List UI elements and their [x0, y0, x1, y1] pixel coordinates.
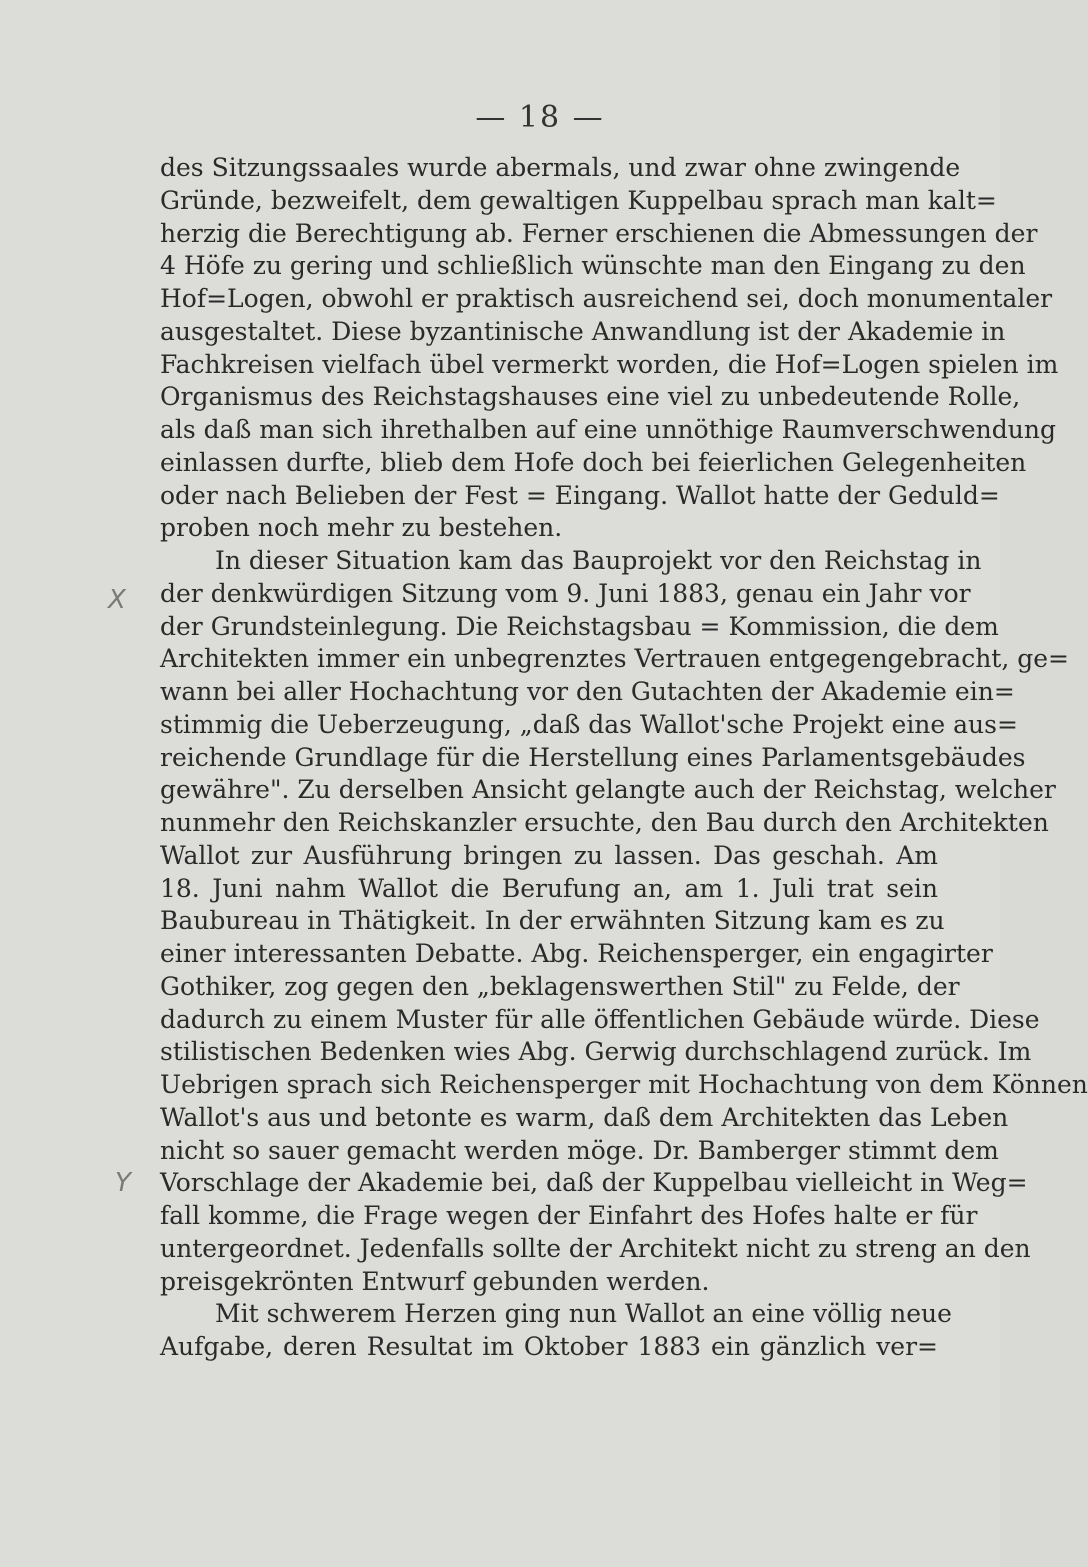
pencil-margin-mark: Y	[115, 1168, 131, 1198]
text-line: In dieser Situation kam das Bauprojekt vor den Reichstag in	[215, 546, 982, 575]
text-line: Baubureau in Thätigkeit. In der erwähnten Sitzung kam es zu	[160, 906, 945, 936]
text-line: dadurch zu einem Muster für alle öffentlichen Gebäude würde. Diese	[160, 1004, 1040, 1034]
text-line: herzig die Berechtigung ab. Ferner erschienen die Abmessungen der	[160, 218, 1038, 248]
text-line: wann bei aller Hochachtung vor den Gutachten der Akademie ein=	[160, 677, 1015, 706]
text-line: proben noch mehr zu bestehen.	[160, 513, 563, 543]
text-line: preisgekrönten Entwurf gebunden werden.	[160, 1266, 710, 1296]
text-line: Hof=Logen, obwohl er praktisch ausreichend sei, doch monumentaler	[160, 284, 1053, 313]
text-line: 18. Juni nahm Wallot die Berufung an, am 1. Juli trat sein	[160, 873, 938, 903]
text-line: des Sitzungssaales wurde abermals, und zwar ohne zwingende	[160, 153, 961, 182]
text-line: stimmig die Ueberzeugung, „daß das Wallot'sche Projekt eine aus=	[160, 709, 1018, 739]
text-line: einer interessanten Debatte. Abg. Reichensperger, ein engagirter	[160, 939, 993, 968]
body-text	[160, 152, 1088, 1364]
text-line: Gothiker, zog gegen den „beklagenswerthen Stil" zu Felde, der	[160, 971, 960, 1001]
text-line: untergeordnet. Jedenfalls sollte der Architekt nicht zu streng an den	[160, 1233, 1031, 1263]
text-line: nunmehr den Reichskanzler ersuchte, den Bau durch den Architekten	[160, 808, 1049, 837]
text-line: stilistischen Bedenken wies Abg. Gerwig durchschlagend zurück. Im	[160, 1037, 1032, 1067]
text-line: Organismus des Reichstagshauses eine viel zu unbedeutende Rolle,	[160, 382, 1021, 412]
text-line: Mit schwerem Herzen ging nun Wallot an eine völlig neue	[215, 1299, 952, 1329]
text-line: Wallot's aus und betonte es warm, daß dem Architekten das Leben	[160, 1102, 1009, 1132]
text-line: 4 Höfe zu gering und schließlich wünschte man den Eingang zu den	[160, 251, 1026, 281]
text-line: Architekten immer ein unbegrenztes Vertrauen entgegengebracht, ge=	[160, 644, 1069, 674]
text-line: Wallot zur Ausführung bringen zu lassen. Das geschah. Am	[160, 840, 938, 870]
text-line: reichende Grundlage für die Herstellung eines Parlamentsgebäudes	[160, 742, 1026, 772]
text-line: fall komme, die Frage wegen der Einfahrt des Hofes halte er für	[160, 1201, 978, 1230]
text-line: Uebrigen sprach sich Reichensperger mit Hochachtung von dem Können	[160, 1070, 1088, 1099]
text-line: als daß man sich ihrethalben auf eine unnöthige Raumverschwendung	[160, 415, 1056, 444]
text-line: Fachkreisen vielfach übel vermerkt worden, die Hof=Logen spielen im	[160, 349, 1059, 379]
pencil-margin-mark: X	[108, 585, 126, 615]
text-line: ausgestaltet. Diese byzantinische Anwandlung ist der Akademie in	[160, 316, 1006, 346]
text-line: Gründe, bezweifelt, dem gewaltigen Kuppelbau sprach man kalt=	[160, 185, 997, 215]
text-line: gewähre". Zu derselben Ansicht gelangte auch der Reichstag, welcher	[160, 775, 1056, 805]
text-line: Vorschlage der Akademie bei, daß der Kuppelbau vielleicht in Weg=	[160, 1168, 1028, 1198]
text-line: der Grundsteinlegung. Die Reichstagsbau = Kommission, die dem	[160, 611, 999, 641]
text-line: oder nach Belieben der Fest = Eingang. Wallot hatte der Geduld=	[160, 480, 1000, 510]
text-line: nicht so sauer gemacht werden möge. Dr. Bamberger stimmt dem	[160, 1135, 999, 1165]
text-line: einlassen durfte, blieb dem Hofe doch bei feierlichen Gelegenheiten	[160, 447, 1027, 477]
text-line: der denkwürdigen Sitzung vom 9. Juni 1883, genau ein Jahr vor	[160, 578, 971, 608]
text-line: Aufgabe, deren Resultat im Oktober 1883 ein gänzlich ver=	[160, 1332, 938, 1361]
page-number: — 18 —	[475, 100, 605, 135]
